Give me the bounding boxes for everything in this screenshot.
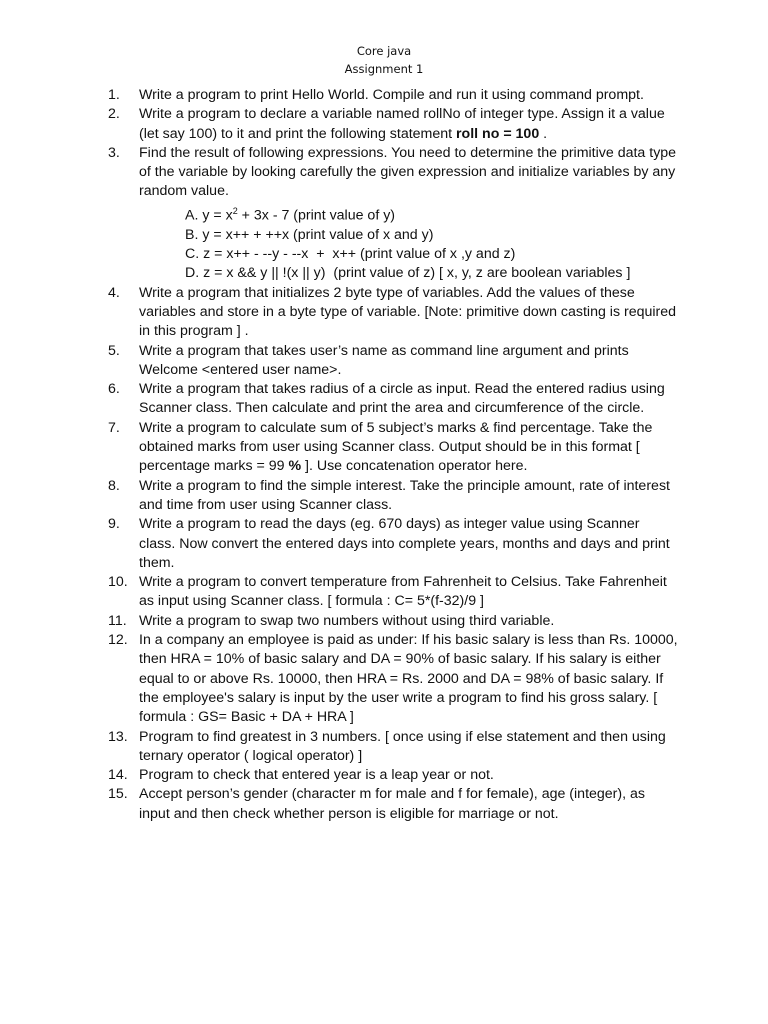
question-number: 10. — [108, 574, 128, 591]
question-number: 12. — [108, 632, 128, 649]
question-item — [108, 631, 678, 727]
question-item — [108, 380, 678, 419]
expression-item — [185, 202, 678, 226]
question-item — [108, 419, 678, 477]
question-text: Program to find greatest in 3 numbers. [ once using if else statement and then using ternary operator ( logical operator) ] — [139, 728, 666, 764]
expression-item — [185, 264, 678, 283]
expression-item — [185, 226, 678, 245]
question-number: 3. — [108, 144, 120, 161]
question-text: Write a program to swap two numbers without using third variable. — [139, 612, 555, 629]
question-item — [108, 785, 678, 824]
expression-text: A. y = x — [185, 207, 233, 224]
question-emphasis: % — [288, 458, 302, 475]
question-text: Program to check that entered year is a leap year or not. — [139, 767, 494, 784]
question-number: 8. — [108, 477, 120, 494]
exponent: 2 — [232, 205, 238, 216]
question-number: 11. — [108, 612, 127, 629]
question-number: 5. — [108, 342, 120, 359]
question-item — [108, 105, 678, 144]
question-item — [108, 284, 678, 342]
question-text: Write a program that initializes 2 byte type of variables. Add the values of these variables and store in a byte type of variable. [Note: primitive down casting is required in this program ] . — [139, 284, 677, 340]
expression-item — [185, 245, 678, 264]
question-text: Write a program to read the days (eg. 670 days) as integer value using Scanner class. Now convert the entered days into complete years, months and days and print them. — [139, 516, 670, 571]
expression-list — [139, 202, 678, 284]
question-emphasis: roll no = 100 — [456, 125, 540, 142]
question-item — [108, 86, 678, 105]
expression-text: D. z = x && y || !(x || y) (print value of z) [ x, y, z are boolean variables ] — [185, 265, 631, 282]
question-text: Write a program to print Hello World. Compile and run it using command prompt. — [139, 87, 644, 103]
question-item — [108, 515, 678, 573]
question-text: Write a program to convert temperature from Fahrenheit to Celsius. Take Fahrenheit as input using Scanner class. [ formula : C= 5*(f-32)/9 ] — [139, 574, 667, 610]
question-number: 6. — [108, 381, 120, 398]
question-text: Write a program that takes radius of a circle as input. Read the entered radius using Scanner class. Then calculate and print the area and circumference of the circle. — [139, 381, 665, 417]
question-text: Write a program to find the simple interest. Take the principle amount, rate of interest and time from user using Scanner class. — [139, 477, 670, 513]
course-title: Core java — [356, 44, 412, 58]
question-item — [108, 573, 678, 612]
question-text-tail: ]. Use concatenation operator here. — [301, 458, 528, 475]
question-number: 14. — [108, 767, 128, 784]
expression-text: C. z = x++ - --y - --x + x++ (print value of x ,y and z) — [185, 246, 516, 263]
question-item — [108, 144, 678, 284]
expression-text-tail: + 3x - 7 (print value of y) — [237, 207, 396, 224]
question-text: Find the result of following expressions. You need to determine the primitive data type of the variable by looking carefully the given expression and initialize variables by any random value. — [139, 144, 677, 200]
question-text: Accept person’s gender (character m for male and f for female), age (integer), as input and then check whether person is eligible for marriage or not. — [139, 786, 645, 822]
question-text: Write a program that takes user’s name as command line argument and prints Welcome <entered user name>. — [139, 342, 629, 378]
question-number: 9. — [108, 516, 120, 533]
question-number: 15. — [108, 786, 128, 803]
question-number: 2. — [108, 106, 120, 123]
question-item — [108, 612, 678, 631]
question-item — [108, 342, 678, 381]
question-text: Write a program to declare a variable named rollNo of integer type. Assign it a value (let say 100) to it and print the following statement — [139, 106, 665, 142]
assignment-title: Assignment 1 — [344, 62, 424, 76]
question-number: 13. — [108, 728, 128, 745]
question-list — [108, 86, 678, 824]
question-item — [108, 766, 678, 785]
question-text: In a company an employee is paid as under: If his basic salary is less than Rs. 10000, then HRA = 10% of basic salary and DA = 90% of basic salary. If his salary is either equal to or above Rs. 10000, then HRA = Rs. 2000 and DA = 98% of basic salary. If the employee's salary is input by the user write a program to find his gross salary. [ formula : GS= Basic + DA + HRA ] — [139, 632, 678, 726]
question-number: 7. — [108, 419, 120, 436]
question-text-tail: . — [539, 125, 548, 142]
question-text: Write a program to calculate sum of 5 subject’s marks & find percentage. Take the obtained marks from user using Scanner class. Output should be in this format [ percentage marks = 99 — [139, 419, 653, 475]
question-item — [108, 477, 678, 516]
question-item — [108, 728, 678, 767]
question-number: 4. — [108, 284, 120, 301]
expression-text: B. y = x++ + ++x (print value of x and y) — [185, 226, 434, 243]
question-number: 1. — [108, 87, 120, 103]
